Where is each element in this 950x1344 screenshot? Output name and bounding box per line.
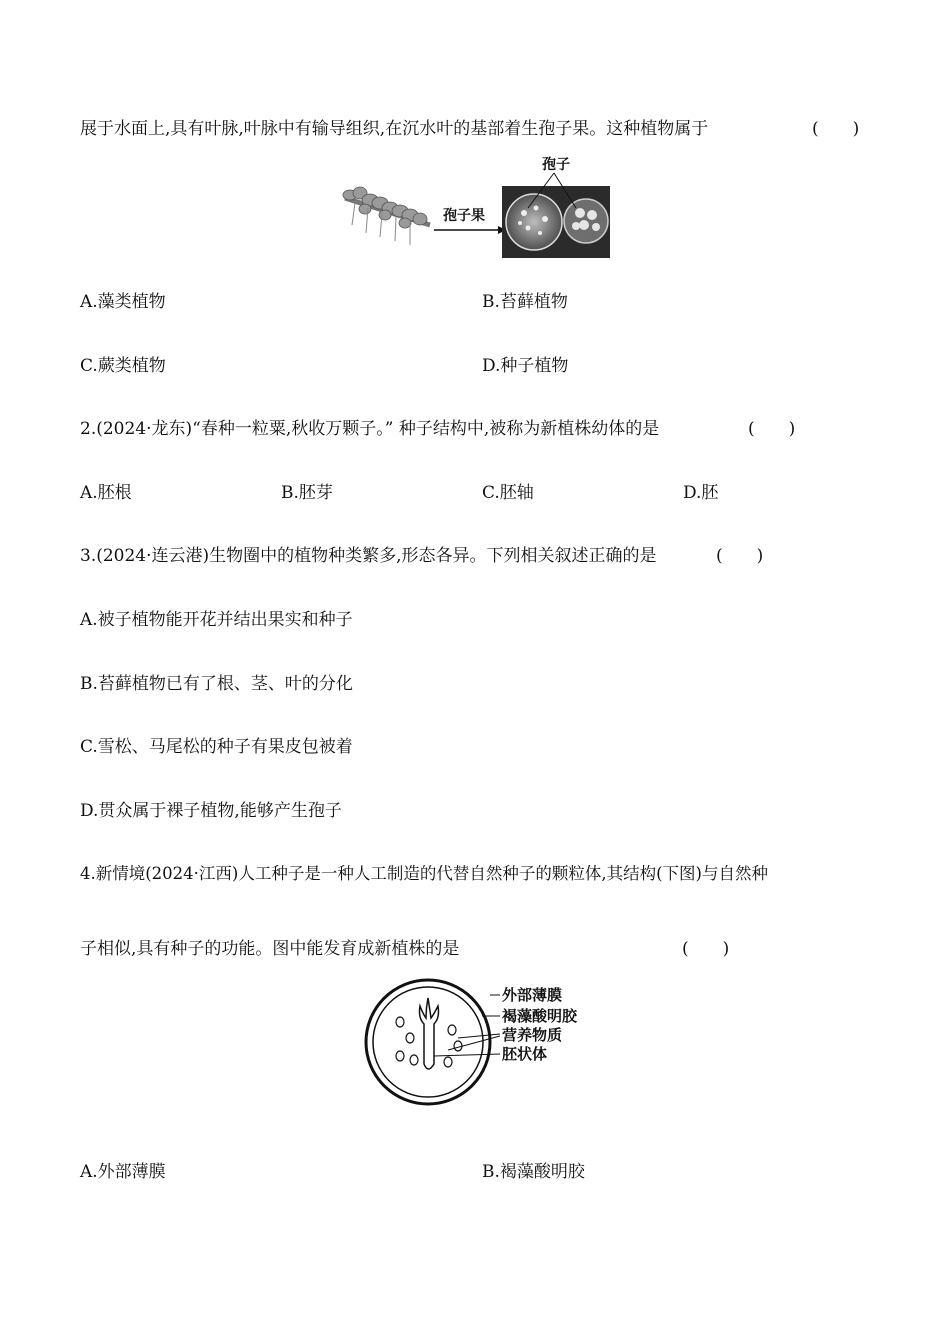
q1-option-c[interactable]: C.蕨类植物	[80, 356, 166, 376]
q1-option-d[interactable]: D.种子植物	[482, 356, 569, 376]
q3-answer-paren: ( )	[716, 546, 764, 566]
q1-figure-water-fern	[340, 153, 615, 261]
q1-option-b[interactable]: B.苔藓植物	[482, 292, 568, 312]
q2-option-a[interactable]: A.胚根	[80, 483, 132, 503]
q3-option-b[interactable]: B.苔藓植物已有了根、茎、叶的分化	[80, 674, 353, 694]
label-embryoid: 胚状体	[502, 1045, 548, 1063]
q2-option-b[interactable]: B.胚芽	[281, 483, 333, 503]
plant-illustration	[343, 187, 430, 245]
q3-stem: 3.(2024·连云港)生物圈中的植物种类繁多,形态各异。下列相关叙述正确的是	[80, 546, 657, 566]
embryoid	[420, 998, 439, 1069]
label-nutrients: 营养物质	[502, 1026, 563, 1044]
label-outer-membrane: 外部薄膜	[502, 986, 563, 1004]
q2-option-d[interactable]: D.胚	[683, 483, 719, 503]
label-spore: 孢子	[542, 157, 570, 173]
label-sporocarp: 孢子果	[443, 208, 485, 224]
q4-stem-line2: 子相似,具有种子的功能。图中能发育成新植株的是	[80, 939, 460, 959]
q1-stem: 展于水面上,具有叶脉,叶脉中有输导组织,在沉水叶的基部着生孢子果。这种植物属于	[80, 119, 709, 139]
q4-figure-artificial-seed	[360, 978, 595, 1106]
q4-stem-line1: 4.新情境(2024·江西)人工种子是一种人工制造的代替自然种子的颗粒体,其结构(下图)与自然种	[80, 864, 768, 883]
q2-answer-paren: ( )	[748, 419, 796, 439]
q2-stem: 2.(2024·龙东)“春种一粒粟,秋收万颗子。” 种子结构中,被称为新植株幼体的是	[80, 419, 660, 439]
label-alginate-gel: 褐藻酸明胶	[502, 1007, 578, 1025]
q3-option-a[interactable]: A.被子植物能开花并结出果实和种子	[80, 610, 353, 630]
q3-option-d[interactable]: D.贯众属于裸子植物,能够产生孢子	[80, 801, 342, 821]
q1-answer-paren: ( )	[812, 119, 860, 139]
q4-answer-paren: ( )	[682, 939, 730, 959]
q1-option-a[interactable]: A.藻类植物	[80, 292, 166, 312]
q3-option-c[interactable]: C.雪松、马尾松的种子有果皮包被着	[80, 737, 353, 757]
q2-option-c[interactable]: C.胚轴	[482, 483, 534, 503]
q4-option-b[interactable]: B.褐藻酸明胶	[482, 1162, 585, 1182]
q4-option-a[interactable]: A.外部薄膜	[80, 1162, 166, 1182]
